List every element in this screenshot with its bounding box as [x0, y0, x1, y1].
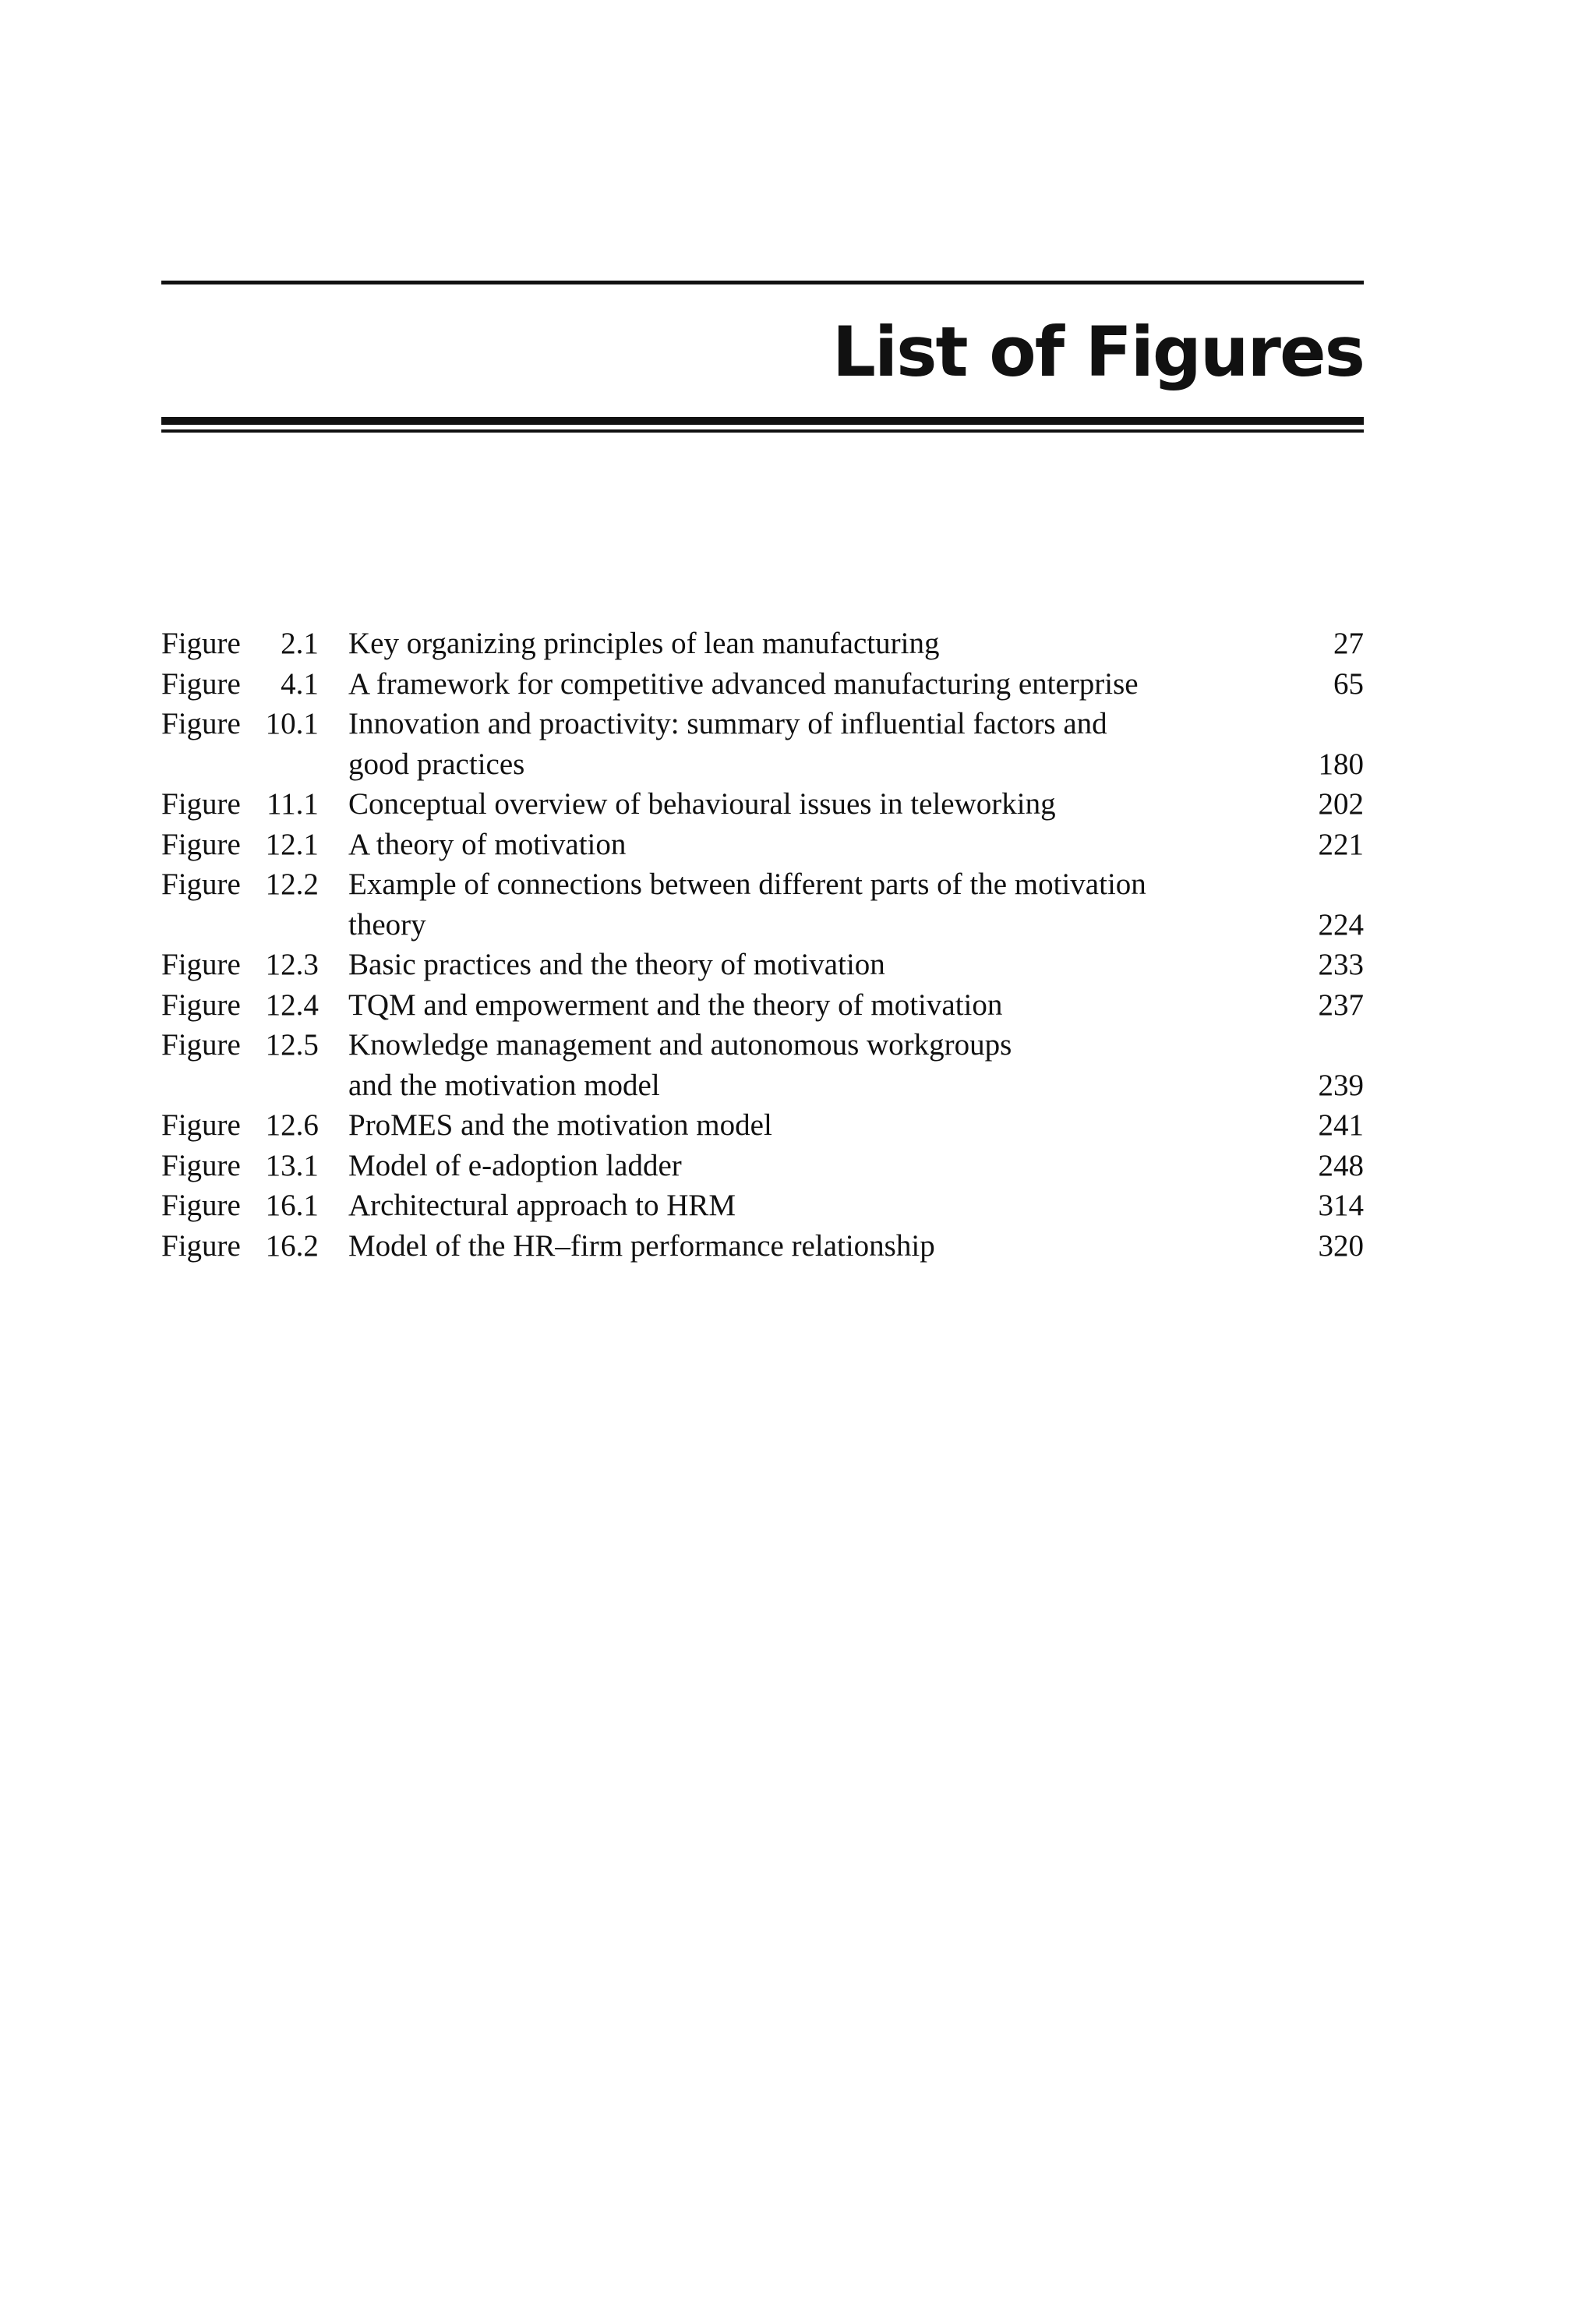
page-title: List of Figures — [832, 312, 1364, 392]
figure-caption-line: A framework for competitive advanced manufacturing enterprise — [348, 666, 1139, 701]
figure-caption — [348, 1226, 1286, 1267]
figure-word: Figure — [161, 627, 241, 660]
figure-entry — [161, 664, 1364, 705]
figure-number: 2.1 — [281, 627, 319, 660]
figure-label — [161, 1226, 348, 1267]
figure-page-number: 27 — [1333, 627, 1364, 660]
figure-word: Figure — [161, 948, 241, 981]
figure-caption-line: good practices — [348, 747, 525, 781]
figure-caption-line: A theory of motivation — [348, 827, 627, 861]
figure-entry — [161, 985, 1364, 1026]
figure-word: Figure — [161, 988, 241, 1022]
figure-entry — [161, 1105, 1364, 1146]
figure-word: Figure — [161, 1108, 241, 1142]
figure-word: Figure — [161, 867, 241, 901]
figure-label — [161, 945, 348, 985]
figure-word: Figure — [161, 1028, 241, 1062]
figure-caption — [348, 1025, 1286, 1105]
figure-label — [161, 1146, 348, 1186]
figure-caption — [348, 1186, 1286, 1226]
figure-caption-line: Model of the HR–firm performance relationship — [348, 1228, 935, 1263]
figure-entry — [161, 1226, 1364, 1267]
figure-label — [161, 704, 348, 744]
figure-number: 12.3 — [265, 948, 319, 981]
figure-entry — [161, 825, 1364, 865]
figure-number: 12.5 — [265, 1028, 319, 1062]
figure-word: Figure — [161, 666, 241, 701]
figure-caption-line: Innovation and proactivity: summary of influential factors and — [348, 707, 1107, 740]
figure-entry — [161, 1146, 1364, 1186]
figure-caption-line: TQM and empowerment and the theory of motivation — [348, 988, 1003, 1022]
figure-caption — [348, 1146, 1286, 1186]
figure-caption — [348, 864, 1286, 945]
figure-caption — [348, 825, 1286, 865]
figure-caption-line: Example of connections between different parts of the motivation — [348, 867, 1146, 901]
figure-page-number: 65 — [1333, 666, 1364, 701]
figure-entry — [161, 945, 1364, 985]
figure-number: 11.1 — [267, 787, 319, 821]
figure-label — [161, 664, 348, 705]
figure-caption-line: theory — [348, 907, 426, 942]
figure-page-number: 221 — [1318, 827, 1364, 861]
figure-list — [161, 624, 1364, 1266]
figure-page-number: 241 — [1318, 1108, 1364, 1142]
figure-page-number: 237 — [1318, 988, 1364, 1022]
figure-label — [161, 784, 348, 825]
figure-number: 4.1 — [281, 666, 319, 701]
figure-page-number: 233 — [1318, 948, 1364, 981]
figure-number: 12.6 — [265, 1108, 319, 1142]
figure-caption — [348, 664, 1286, 705]
figure-caption-line: and the motivation model — [348, 1068, 660, 1102]
figure-page-number: 224 — [1318, 907, 1364, 942]
figure-label — [161, 864, 348, 905]
figure-number: 16.2 — [265, 1228, 319, 1263]
figure-word: Figure — [161, 1189, 241, 1222]
figure-word: Figure — [161, 707, 241, 740]
figure-word: Figure — [161, 1148, 241, 1182]
figure-entry — [161, 784, 1364, 825]
figure-number: 12.2 — [265, 867, 319, 901]
figure-word: Figure — [161, 787, 241, 821]
figure-page-number: 248 — [1318, 1148, 1364, 1182]
figure-caption-line: Model of e-adoption ladder — [348, 1148, 682, 1182]
figure-page-number: 320 — [1318, 1228, 1364, 1263]
figure-page-number: 180 — [1318, 747, 1364, 781]
figure-label — [161, 1186, 348, 1226]
figure-label — [161, 1105, 348, 1146]
figure-label — [161, 985, 348, 1026]
figure-entry — [161, 624, 1364, 664]
top-rule — [161, 281, 1364, 284]
figure-caption — [348, 985, 1286, 1026]
title-underline-thick — [161, 417, 1364, 425]
figure-label — [161, 1025, 348, 1065]
figure-caption-line: Basic practices and the theory of motivation — [348, 948, 885, 981]
figure-caption-line: Key organizing principles of lean manufacturing — [348, 627, 940, 660]
figure-page-number: 314 — [1318, 1189, 1364, 1222]
figure-entry — [161, 704, 1364, 784]
figure-entry — [161, 864, 1364, 945]
figure-number: 12.4 — [265, 988, 319, 1022]
figure-page-number: 239 — [1318, 1068, 1364, 1102]
title-underline-thin — [161, 429, 1364, 433]
figure-caption — [348, 624, 1286, 664]
figure-entry — [161, 1025, 1364, 1105]
figure-caption — [348, 704, 1286, 784]
figure-page-number: 202 — [1318, 787, 1364, 821]
figure-number: 13.1 — [265, 1148, 319, 1182]
figure-number: 12.1 — [265, 827, 319, 861]
figure-entry — [161, 1186, 1364, 1226]
figure-caption — [348, 945, 1286, 985]
figure-label — [161, 825, 348, 865]
figure-word: Figure — [161, 827, 241, 861]
figure-caption-line: ProMES and the motivation model — [348, 1108, 772, 1142]
figure-caption — [348, 784, 1286, 825]
figure-label — [161, 624, 348, 664]
figure-caption-line: Conceptual overview of behavioural issues in teleworking — [348, 787, 1056, 821]
figure-number: 10.1 — [265, 707, 319, 740]
figure-caption-line: Knowledge management and autonomous workgroups — [348, 1028, 1012, 1062]
figure-number: 16.1 — [265, 1189, 319, 1222]
figure-caption — [348, 1105, 1286, 1146]
figure-caption-line: Architectural approach to HRM — [348, 1189, 736, 1222]
figure-word: Figure — [161, 1228, 241, 1263]
